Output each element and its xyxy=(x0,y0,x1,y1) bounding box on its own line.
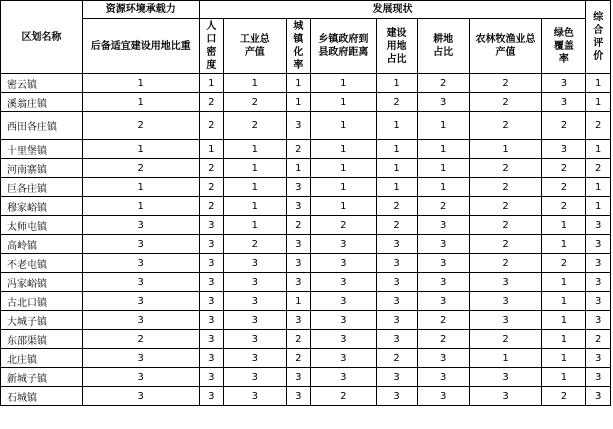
table-row xyxy=(1,74,611,93)
cell: 3 xyxy=(224,368,286,387)
cell: 3 xyxy=(469,368,542,387)
cell: 2 xyxy=(586,112,611,140)
cell: 1 xyxy=(417,178,469,197)
cell: 3 xyxy=(469,292,542,311)
header-col-construction-land: 建设用地占比 xyxy=(376,19,417,74)
cell: 3 xyxy=(586,311,611,330)
cell: 2 xyxy=(586,159,611,178)
header-overall-text: 综合评价 xyxy=(593,12,604,62)
cell: 3 xyxy=(224,254,286,273)
cell: 3 xyxy=(82,216,199,235)
cell: 1 xyxy=(224,159,286,178)
cell: 1 xyxy=(199,140,224,159)
table-row xyxy=(1,254,611,273)
cell: 1 xyxy=(224,74,286,93)
cell: 1 xyxy=(224,178,286,197)
cell: 3 xyxy=(82,387,199,406)
cell: 3 xyxy=(199,387,224,406)
cell: 1 xyxy=(542,216,586,235)
region-name: 巨各庄镇 xyxy=(1,178,83,197)
cell: 3 xyxy=(542,74,586,93)
cell: 2 xyxy=(199,93,224,112)
table-row xyxy=(1,178,611,197)
cell: 3 xyxy=(311,254,377,273)
cell: 2 xyxy=(586,330,611,349)
table-row xyxy=(1,93,611,112)
cell: 3 xyxy=(417,273,469,292)
cell: 1 xyxy=(376,159,417,178)
cell: 3 xyxy=(82,292,199,311)
cell: 3 xyxy=(469,387,542,406)
cell: 2 xyxy=(469,254,542,273)
cell: 3 xyxy=(224,387,286,406)
cell: 1 xyxy=(586,140,611,159)
cell: 1 xyxy=(469,140,542,159)
cell: 3 xyxy=(311,330,377,349)
cell: 3 xyxy=(376,387,417,406)
cell: 2 xyxy=(417,74,469,93)
cell: 2 xyxy=(542,387,586,406)
cell: 1 xyxy=(82,178,199,197)
cell: 1 xyxy=(82,140,199,159)
cell: 3 xyxy=(417,387,469,406)
header-col-arable-land: 耕地占比 xyxy=(417,19,469,74)
cell: 3 xyxy=(376,368,417,387)
header-col-green-coverage: 绿色覆盖率 xyxy=(542,19,586,74)
cell: 3 xyxy=(542,140,586,159)
cell: 3 xyxy=(82,273,199,292)
cell: 3 xyxy=(224,273,286,292)
cell: 1 xyxy=(286,292,311,311)
table-row xyxy=(1,349,611,368)
cell: 3 xyxy=(417,235,469,254)
region-name: 不老屯镇 xyxy=(1,254,83,273)
cell: 1 xyxy=(469,349,542,368)
region-name: 新城子镇 xyxy=(1,368,83,387)
cell: 2 xyxy=(311,387,377,406)
cell: 2 xyxy=(311,216,377,235)
table-row xyxy=(1,140,611,159)
cell: 2 xyxy=(286,330,311,349)
table-row xyxy=(1,273,611,292)
cell: 2 xyxy=(469,330,542,349)
cell: 1 xyxy=(311,159,377,178)
cell: 3 xyxy=(199,235,224,254)
cell: 3 xyxy=(376,235,417,254)
cell: 3 xyxy=(376,292,417,311)
cell: 3 xyxy=(286,112,311,140)
header-col-population-density xyxy=(199,19,224,74)
region-name: 冯家峪镇 xyxy=(1,273,83,292)
cell: 3 xyxy=(82,235,199,254)
cell: 3 xyxy=(586,235,611,254)
header-col-reserve-land: 后备适宜建设用地比重 xyxy=(82,19,199,74)
cell: 2 xyxy=(542,197,586,216)
cell: 3 xyxy=(586,254,611,273)
cell: 2 xyxy=(469,112,542,140)
cell: 1 xyxy=(311,197,377,216)
header-col-distance: 乡镇政府到县政府距离 xyxy=(311,19,377,74)
header-overall xyxy=(586,1,611,74)
cell: 3 xyxy=(311,235,377,254)
cell: 2 xyxy=(376,197,417,216)
region-name: 东邵渠镇 xyxy=(1,330,83,349)
table-row xyxy=(1,387,611,406)
cell: 3 xyxy=(224,311,286,330)
cell: 2 xyxy=(82,112,199,140)
cell: 3 xyxy=(224,292,286,311)
cell: 2 xyxy=(286,349,311,368)
cell: 3 xyxy=(199,330,224,349)
cell: 3 xyxy=(311,349,377,368)
region-name: 高岭镇 xyxy=(1,235,83,254)
cell: 3 xyxy=(82,254,199,273)
cell: 3 xyxy=(469,311,542,330)
cell: 3 xyxy=(417,368,469,387)
cell: 3 xyxy=(311,368,377,387)
cell: 1 xyxy=(376,178,417,197)
cell: 1 xyxy=(376,74,417,93)
cell: 3 xyxy=(82,349,199,368)
cell: 3 xyxy=(199,216,224,235)
table-row xyxy=(1,216,611,235)
region-name: 溪翁庄镇 xyxy=(1,93,83,112)
header-col-urbanization xyxy=(286,19,311,74)
cell: 3 xyxy=(311,292,377,311)
region-name: 河南寨镇 xyxy=(1,159,83,178)
cell: 2 xyxy=(82,159,199,178)
cell: 1 xyxy=(286,159,311,178)
cell: 3 xyxy=(224,349,286,368)
cell: 3 xyxy=(286,197,311,216)
cell: 2 xyxy=(542,178,586,197)
cell: 2 xyxy=(469,178,542,197)
cell: 3 xyxy=(82,311,199,330)
cell: 1 xyxy=(542,235,586,254)
table-row xyxy=(1,159,611,178)
cell: 2 xyxy=(469,235,542,254)
cell: 1 xyxy=(311,93,377,112)
cell: 2 xyxy=(469,74,542,93)
cell: 2 xyxy=(542,159,586,178)
cell: 3 xyxy=(199,292,224,311)
cell: 1 xyxy=(199,74,224,93)
cell: 2 xyxy=(376,349,417,368)
cell: 2 xyxy=(469,197,542,216)
cell: 3 xyxy=(586,216,611,235)
cell: 1 xyxy=(82,197,199,216)
cell: 3 xyxy=(286,311,311,330)
header-region-name: 区划名称 xyxy=(1,1,83,74)
cell: 3 xyxy=(199,349,224,368)
cell: 2 xyxy=(199,197,224,216)
cell: 2 xyxy=(417,330,469,349)
cell: 3 xyxy=(417,216,469,235)
cell: 2 xyxy=(376,216,417,235)
region-name: 密云镇 xyxy=(1,74,83,93)
cell: 2 xyxy=(224,235,286,254)
table-body xyxy=(1,74,611,406)
cell: 3 xyxy=(376,273,417,292)
cell: 2 xyxy=(469,216,542,235)
cell: 2 xyxy=(224,112,286,140)
cell: 3 xyxy=(224,330,286,349)
cell: 2 xyxy=(417,197,469,216)
cell: 1 xyxy=(311,112,377,140)
cell: 3 xyxy=(286,273,311,292)
cell: 3 xyxy=(199,368,224,387)
cell: 3 xyxy=(586,368,611,387)
region-name: 石城镇 xyxy=(1,387,83,406)
cell: 1 xyxy=(82,93,199,112)
region-name: 古北口镇 xyxy=(1,292,83,311)
cell: 1 xyxy=(542,368,586,387)
cell: 3 xyxy=(417,292,469,311)
cell: 2 xyxy=(542,254,586,273)
cell: 1 xyxy=(82,74,199,93)
cell: 1 xyxy=(311,140,377,159)
cell: 1 xyxy=(417,159,469,178)
cell: 3 xyxy=(286,254,311,273)
cell: 1 xyxy=(417,112,469,140)
cell: 2 xyxy=(286,216,311,235)
cell: 3 xyxy=(286,235,311,254)
cell: 3 xyxy=(286,368,311,387)
cell: 1 xyxy=(542,349,586,368)
cell: 2 xyxy=(82,330,199,349)
cell: 1 xyxy=(286,93,311,112)
cell: 2 xyxy=(376,93,417,112)
cell: 3 xyxy=(286,387,311,406)
header-col-urbanization-text: 城镇化率 xyxy=(293,21,304,71)
cell: 2 xyxy=(199,178,224,197)
cell: 1 xyxy=(224,197,286,216)
cell: 3 xyxy=(542,93,586,112)
cell: 1 xyxy=(311,74,377,93)
cell: 1 xyxy=(542,292,586,311)
table-row xyxy=(1,368,611,387)
cell: 1 xyxy=(376,140,417,159)
table-row xyxy=(1,292,611,311)
cell: 2 xyxy=(417,311,469,330)
region-name: 穆家峪镇 xyxy=(1,197,83,216)
cell: 3 xyxy=(586,387,611,406)
region-name: 北庄镇 xyxy=(1,349,83,368)
cell: 1 xyxy=(376,112,417,140)
cell: 1 xyxy=(542,330,586,349)
cell: 1 xyxy=(586,93,611,112)
region-name: 西田各庄镇 xyxy=(1,112,83,140)
cell: 3 xyxy=(417,93,469,112)
header-group-resource: 资源环境承载力 xyxy=(82,1,199,19)
cell: 1 xyxy=(542,273,586,292)
cell: 3 xyxy=(199,273,224,292)
table-row xyxy=(1,330,611,349)
cell: 3 xyxy=(199,254,224,273)
cell: 1 xyxy=(586,178,611,197)
cell: 1 xyxy=(586,197,611,216)
cell: 3 xyxy=(376,330,417,349)
cell: 3 xyxy=(311,273,377,292)
cell: 1 xyxy=(542,311,586,330)
header-col-population-density-text: 人口密度 xyxy=(206,21,217,71)
cell: 3 xyxy=(469,273,542,292)
table-row xyxy=(1,311,611,330)
cell: 1 xyxy=(224,216,286,235)
region-name: 十里堡镇 xyxy=(1,140,83,159)
cell: 3 xyxy=(586,292,611,311)
cell: 1 xyxy=(417,140,469,159)
cell: 2 xyxy=(224,93,286,112)
cell: 1 xyxy=(311,178,377,197)
table-row xyxy=(1,197,611,216)
table-row xyxy=(1,235,611,254)
cell: 3 xyxy=(586,349,611,368)
region-name: 太师屯镇 xyxy=(1,216,83,235)
cell: 3 xyxy=(417,349,469,368)
cell: 2 xyxy=(469,93,542,112)
cell: 3 xyxy=(376,311,417,330)
cell: 3 xyxy=(417,254,469,273)
cell: 2 xyxy=(469,159,542,178)
cell: 1 xyxy=(586,74,611,93)
header-col-industrial-output: 工业总产值 xyxy=(224,19,286,74)
cell: 3 xyxy=(586,273,611,292)
cell: 3 xyxy=(286,178,311,197)
table-row xyxy=(1,112,611,140)
cell: 1 xyxy=(286,74,311,93)
cell: 2 xyxy=(199,159,224,178)
cell: 2 xyxy=(199,112,224,140)
header-col-agri-output: 农林牧渔业总产值 xyxy=(469,19,542,74)
cell: 3 xyxy=(376,254,417,273)
header-group-development: 发展现状 xyxy=(199,1,586,19)
cell: 2 xyxy=(286,140,311,159)
cell: 2 xyxy=(542,112,586,140)
cell: 3 xyxy=(82,368,199,387)
cell: 3 xyxy=(199,311,224,330)
region-name: 大城子镇 xyxy=(1,311,83,330)
cell: 1 xyxy=(224,140,286,159)
cell: 3 xyxy=(311,311,377,330)
